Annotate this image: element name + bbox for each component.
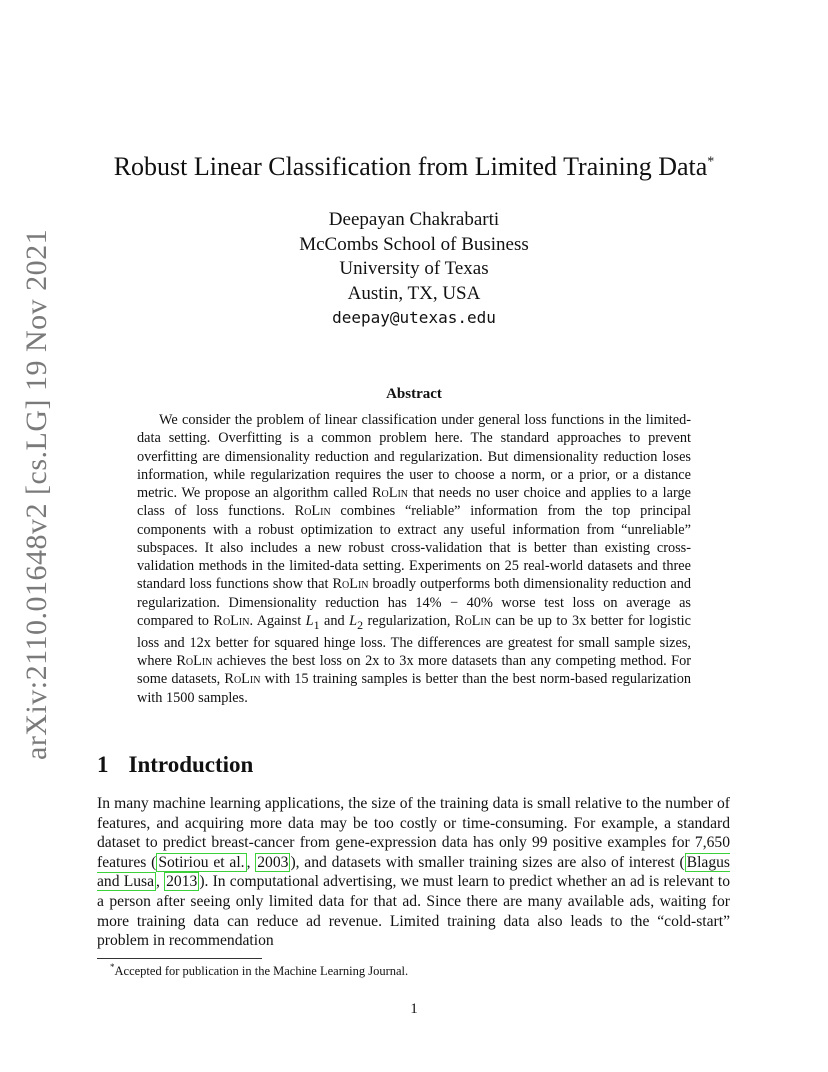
author-affiliation-university: University of Texas: [339, 258, 489, 279]
intro-text: ,: [246, 853, 256, 871]
abstract-text: We consider the problem of linear classification under general loss functions in the limited-data setting. Overfitting is a common problem here. The standard approaches to prevent overfitting are dimensionality reduction and regularization. But dimensionality reduction loses information, while regularization requires the user to choose a norm, or a prior, or a distance metric. We propose an algorithm called: [137, 412, 691, 501]
arxiv-identifier: arXiv:2110.01648v2 [cs.LG] 19 Nov 2021: [20, 228, 53, 760]
math-l2: L: [349, 612, 358, 629]
paper-title-text: Robust Linear Classification from Limited Training Data: [113, 152, 708, 181]
footnote-mark: *: [110, 962, 115, 972]
author-email[interactable]: deepay@utexas.edu: [332, 308, 496, 327]
method-name: RoLin: [454, 612, 491, 629]
method-name: RoLin: [332, 576, 369, 593]
abstract-text: achieves the best loss on 2x to 3x more datasets than any competing method. For some datasets,: [137, 653, 691, 688]
abstract-text: can be up to 3x better for logistic loss and 12x better for squared hinge loss. The differences are greatest for small sample sizes, where: [137, 612, 691, 670]
footnote: [110, 962, 408, 979]
method-name: RoLin: [224, 671, 261, 688]
page-number: 1: [410, 1001, 418, 1017]
method-name: RoLin: [371, 485, 409, 501]
citation-link-author[interactable]: Blagus and Lusa: [97, 853, 730, 891]
abstract-text: broadly outperforms both dimensionality reduction and regularization. Dimensionality reduction has 14% − 40% worse test loss on average as compared to: [137, 576, 691, 629]
author-affiliation-school: McCombs School of Business: [299, 233, 529, 255]
abstract-body: [137, 411, 691, 707]
section-number: 1: [97, 752, 109, 777]
footnote-text: Accepted for publication in the Machine Learning Journal.: [114, 964, 409, 979]
abstract-text: and: [319, 612, 350, 629]
method-name: RoLin: [294, 503, 331, 520]
abstract-text: that needs no user choice and applies to a large class of loss functions.: [137, 485, 691, 520]
author-location: Austin, TX, USA: [347, 282, 481, 304]
author-block: [0, 208, 828, 331]
citation-link-author[interactable]: Sotiriou et al.: [158, 853, 245, 871]
abstract-heading: Abstract: [386, 386, 442, 402]
math-l1-subscript: 1: [313, 617, 320, 632]
intro-text: ), and datasets with smaller training sizes are also of interest (: [290, 853, 685, 871]
abstract-text: regularization,: [363, 612, 455, 629]
intro-text: ). In computational advertising, we must learn to predict whether an ad is relevant to a person after seeing only limited data for that ad. Since there are many available ads, waiting for more training data can reduce ad revenue. Limited training data also leads to the “cold-start” problem in recommendation: [97, 873, 730, 950]
math-l1: L: [305, 612, 314, 629]
method-name: RoLin: [176, 653, 213, 670]
math-l2-subscript: 2: [357, 617, 364, 632]
footnote-divider: [97, 958, 262, 959]
abstract-text: with 15 training samples is better than the best norm-based regularization with 1500 samples.: [137, 671, 691, 706]
abstract-text: . Against: [249, 612, 306, 629]
paper-title: [0, 152, 828, 182]
citation-link-year[interactable]: 2013: [166, 873, 198, 891]
author-name: Deepayan Chakrabarti: [328, 209, 500, 230]
method-name: RoLin: [213, 612, 250, 629]
introduction-paragraph: [97, 794, 730, 951]
intro-text: ,: [156, 873, 165, 891]
intro-text: In many machine learning applications, the size of the training data is small relative to the number of features, and acquiring more data may be too costly or time-consuming. For example, a standard dataset to predict breast-cancer from gene-expression data has only 99 positive examples for 7,650 features (: [97, 795, 730, 871]
abstract-paragraph: [137, 411, 691, 707]
abstract-text: combines “reliable” information from the top principal components with a robust optimization to extract any useful information from “unreliable” subspaces. It also includes a new robust cross-validation that is better than existing cross-validation methods in the limited-data setting. Experiments on 25 real-world datasets and three standard loss functions show that: [137, 503, 691, 593]
title-footnote-mark: *: [707, 154, 715, 170]
section-title: Introduction: [128, 752, 254, 777]
citation-link-year[interactable]: 2003: [257, 853, 289, 871]
section-heading: [97, 752, 253, 778]
introduction-body: [97, 794, 730, 951]
